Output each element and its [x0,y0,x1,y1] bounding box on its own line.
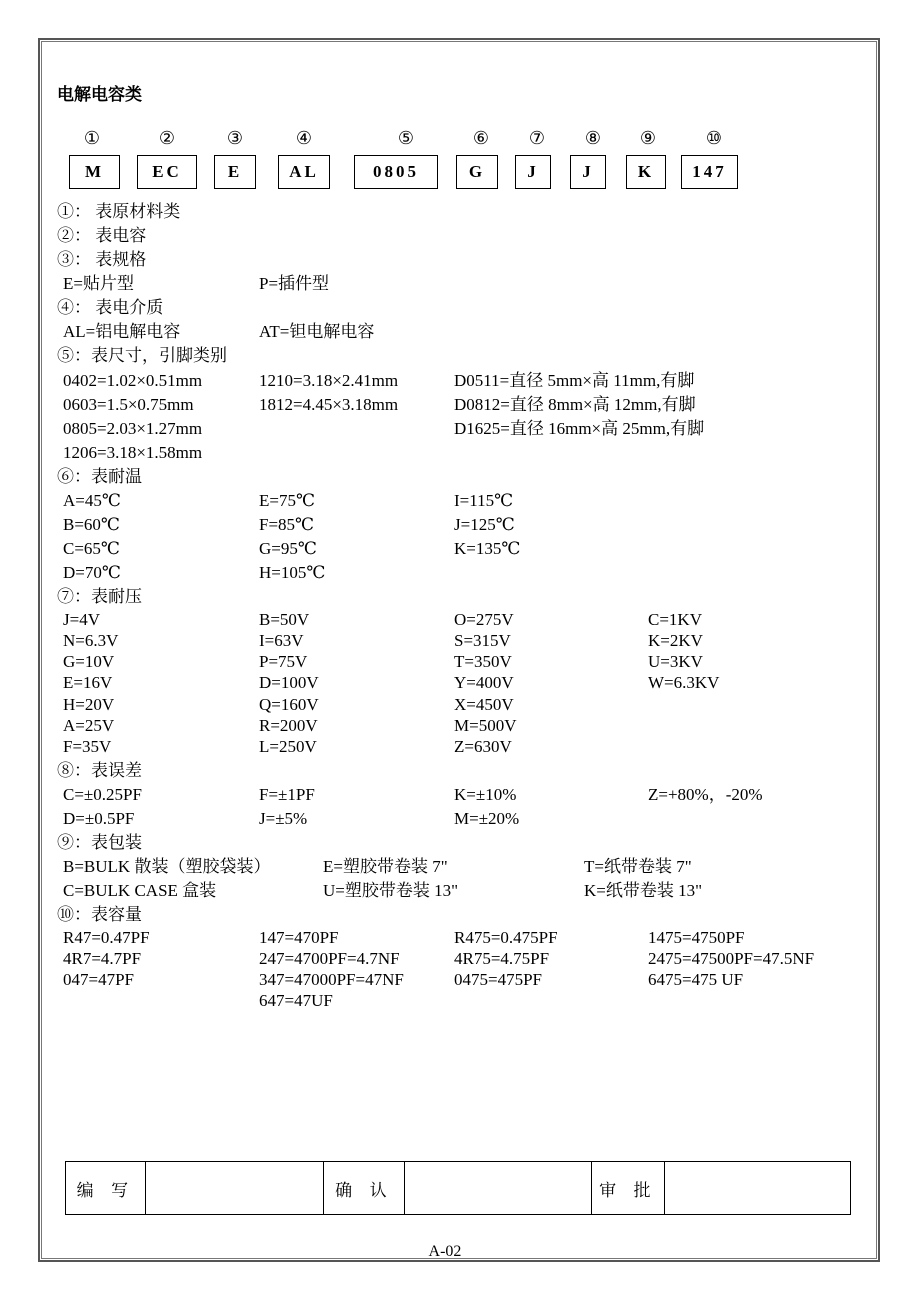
packaging-item: E=塑胶带卷装 7" [323,857,448,876]
code-box: K [626,155,666,189]
temp-item: E=75℃ [259,491,315,510]
size-item: D0511=直径 5mm×高 11mm,有脚 [454,371,695,390]
spec-item: E=贴片型 [63,274,134,293]
temp-item: K=135℃ [454,539,521,558]
code-number: ⑩ [705,128,723,148]
capacitance-item: 0475=475PF [454,970,542,989]
confirm-label: 确 认 [324,1162,405,1215]
code-number: ③ [226,128,244,148]
page-number: A-02 [428,1243,462,1260]
voltage-item: F=35V [63,737,112,756]
voltage-item: B=50V [259,610,310,629]
voltage-item: L=250V [259,737,317,756]
size-item: D0812=直径 8mm×高 12mm,有脚 [454,395,696,414]
section-heading: ⑤：表尺寸，引脚类别 [57,346,227,365]
dielectric-item: AL=铝电解电容 [63,322,181,341]
voltage-item: T=350V [454,652,512,671]
voltage-item: E=16V [63,673,113,692]
code-number: ② [158,128,176,148]
doc-title: 电解电容类 [57,85,142,105]
code-box: EC [137,155,197,189]
voltage-item: A=25V [63,716,115,735]
write-label: 编 写 [66,1162,146,1215]
packaging-item: B=BULK 散装（塑胶袋装） [63,857,271,876]
size-item: 0805=2.03×1.27mm [63,419,203,438]
temp-item: D=70℃ [63,563,121,582]
code-number: ① [83,128,101,148]
section-heading: ⑧：表误差 [57,761,142,780]
capacitance-item: 2475=47500PF=47.5NF [648,949,815,968]
voltage-item: Y=400V [454,673,514,692]
tolerance-item: M=±20% [454,809,520,828]
temp-item: B=60℃ [63,515,120,534]
capacitance-item: 147=470PF [259,928,339,947]
code-number: ⑦ [528,128,546,148]
voltage-item: H=20V [63,695,115,714]
size-item: 0402=1.02×0.51mm [63,371,203,390]
voltage-item: K=2KV [648,631,703,650]
voltage-item: C=1KV [648,610,702,629]
packaging-item: C=BULK CASE 盒装 [63,881,217,900]
voltage-item: X=450V [454,695,514,714]
capacitance-item: 347=47000PF=47NF [259,970,404,989]
section-heading: ⑨：表包装 [57,833,142,852]
approve-field[interactable] [664,1162,850,1215]
section-heading: ②： 表电容 [57,226,147,245]
voltage-item: G=10V [63,652,115,671]
section-heading: ③： 表规格 [57,250,147,269]
temp-item: J=125℃ [454,515,515,534]
temp-item: I=115℃ [454,491,514,510]
size-item: 1812=4.45×3.18mm [259,395,399,414]
code-box: G [456,155,498,189]
voltage-item: N=6.3V [63,631,119,650]
code-number: ⑥ [472,128,490,148]
temp-item: F=85℃ [259,515,315,534]
tolerance-item: C=±0.25PF [63,785,142,804]
code-number: ⑤ [397,128,415,148]
capacitance-item: 4R75=4.75PF [454,949,550,968]
dielectric-item: AT=钽电解电容 [259,322,375,341]
write-field[interactable] [145,1162,323,1215]
spec-item: P=插件型 [259,274,330,293]
voltage-item: Q=160V [259,695,319,714]
voltage-item: U=3KV [648,652,703,671]
voltage-item: S=315V [454,631,511,650]
code-box: 0805 [354,155,438,189]
size-item: D1625=直径 16mm×高 25mm,有脚 [454,419,705,438]
packaging-item: K=纸带卷装 13" [584,881,703,900]
capacitance-item: 4R7=4.7PF [63,949,142,968]
section-heading: ⑩：表容量 [57,905,142,924]
temp-item: C=65℃ [63,539,120,558]
tolerance-item: D=±0.5PF [63,809,135,828]
packaging-item: U=塑胶带卷装 13" [323,881,459,900]
capacitance-item: R475=0.475PF [454,928,558,947]
capacitance-item: 6475=475 UF [648,970,744,989]
size-item: 1210=3.18×2.41mm [259,371,399,390]
signature-table [65,1161,851,1215]
voltage-item: O=275V [454,610,514,629]
section-heading: ⑦：表耐压 [57,587,142,606]
temp-item: G=95℃ [259,539,317,558]
temp-item: A=45℃ [63,491,121,510]
section-heading: ④： 表电介质 [57,298,164,317]
voltage-item: D=100V [259,673,319,692]
voltage-item: R=200V [259,716,318,735]
voltage-item: Z=630V [454,737,512,756]
voltage-item: P=75V [259,652,308,671]
tolerance-item: F=±1PF [259,785,315,804]
size-item: 0603=1.5×0.75mm [63,395,194,414]
capacitance-item: 047=47PF [63,970,134,989]
voltage-item: M=500V [454,716,517,735]
voltage-item: I=63V [259,631,304,650]
tolerance-item: J=±5% [259,809,308,828]
approve-label: 审 批 [591,1162,664,1215]
tolerance-item: K=±10% [454,785,517,804]
voltage-item: W=6.3KV [648,673,720,692]
capacitance-item: 1475=4750PF [648,928,745,947]
code-number: ⑧ [584,128,602,148]
temp-item: H=105℃ [259,563,326,582]
code-box: M [69,155,120,189]
code-number: ⑨ [639,128,657,148]
voltage-item: J=4V [63,610,100,629]
code-box: AL [278,155,330,189]
code-box: J [515,155,551,189]
capacitance-item: 647=47UF [259,991,333,1010]
code-box: J [570,155,606,189]
section-heading: ①： 表原材料类 [57,202,181,221]
capacitance-item: 247=4700PF=4.7NF [259,949,400,968]
code-box: E [214,155,256,189]
code-number: ④ [295,128,313,148]
capacitance-item: R47=0.47PF [63,928,150,947]
packaging-item: T=纸带卷装 7" [584,857,692,876]
tolerance-item: Z=+80%，-20% [648,785,763,804]
confirm-field[interactable] [404,1162,591,1215]
section-heading: ⑥：表耐温 [57,467,142,486]
size-item: 1206=3.18×1.58mm [63,443,203,462]
code-box: 147 [681,155,738,189]
